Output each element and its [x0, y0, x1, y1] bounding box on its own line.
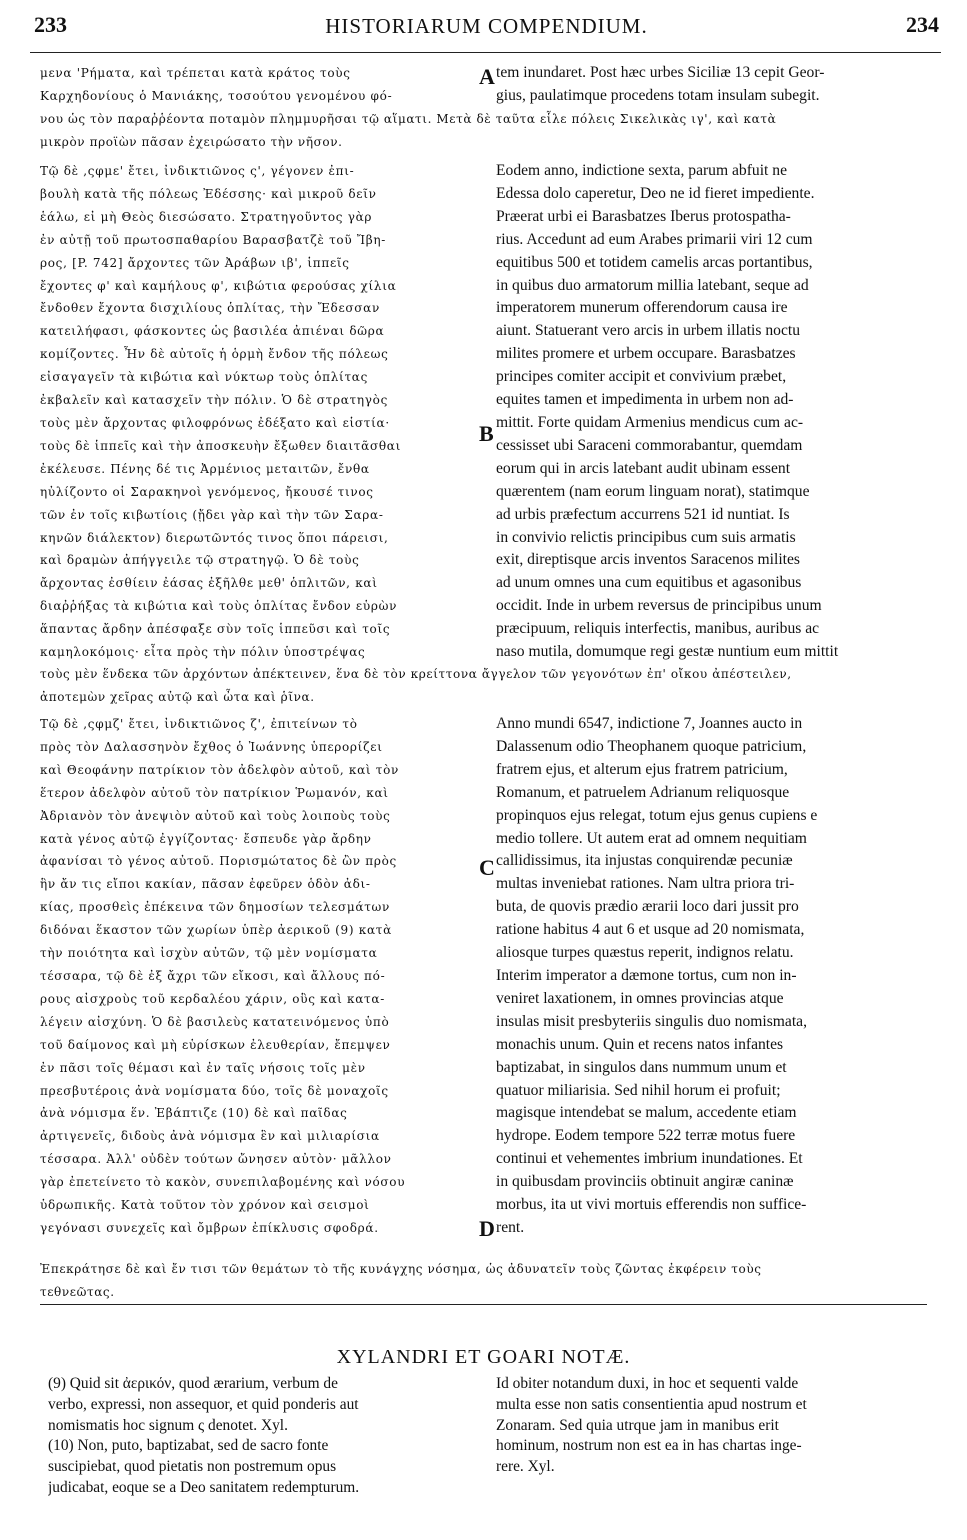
- latin-line: veniret laxationem, in omnes provincias atque: [496, 989, 784, 1007]
- greek-line: κίας, προσθεὶς ἐπέκεινα τῶν δημοσίων τελεσμάτων: [40, 900, 391, 915]
- greek-line: κατειλήφασι, φάσκοντες ὡς βασιλέα ἀπιέναι δῶρα: [40, 324, 385, 339]
- greek-line: τὴν ποιότητα καὶ ἰσχὺν αὐτῶν, τῷ μὲν νομίσματα: [40, 946, 378, 961]
- header-rule: [30, 52, 941, 53]
- greek-line: ὑδρωπικῆς. Κατὰ τοῦτον τὸν χρόνον καὶ σεισμοὶ: [40, 1198, 370, 1213]
- greek-line: τοῦ δαίμονος καὶ μὴ εὑρίσκων ἐλευθερίαν, ἔπεμψεν: [40, 1037, 391, 1052]
- notes-right-column: [496, 1374, 936, 1478]
- greek-line: ἅπαντας ἄρδην ἀπέσφαξε σὺν τοῖς ἱππεῦσι καὶ τοῖς: [40, 622, 391, 637]
- spanning-line: Ἐπεκράτησε δὲ καὶ ἔν τισι τῶν θεμάτων τὸ τῆς κυνάγχης νόσημα, ὡς ἀδυνατεῖν τοὺς ζῶντας ἐκφέρειν τοὺς: [40, 1262, 762, 1276]
- latin-line: equites tamen et impedimenta in urbem non ad-: [496, 391, 794, 409]
- greek-line: Ἀδριανὸν τὸν ἀνεψιὸν αὐτοῦ καὶ τοὺς λοιποὺς τοὺς: [40, 808, 391, 823]
- latin-line: mittit. Forte quidam Armenius mendicus cum ac-: [496, 413, 804, 431]
- latin-line: principes comiter accipit et convivium præbet,: [496, 368, 787, 386]
- greek-line: Καρχηδονίους ὁ Μανιάκης, τοσούτου γενομένου φό-: [40, 88, 393, 103]
- latin-line: Romanum, et patruelem Adrianum reliquosque: [496, 783, 790, 801]
- greek-line: πρὸς τὸν Δαλασσηνὸν ἔχθος ὁ Ἰωάννης ὑπερορίζει: [40, 739, 383, 754]
- note-line: verbo, expressi, non assequor, et quid ponderis aut: [48, 1395, 359, 1413]
- note-line: hominum, nostrum non est ea in has chartas inge-: [496, 1437, 802, 1455]
- latin-line: naso mutila, domumque regi gestæ nuntium eum mittit: [496, 643, 839, 661]
- margin-marker-d: D: [479, 1216, 495, 1241]
- spanning-text-3: [40, 1258, 940, 1304]
- notes-left-column: [48, 1374, 468, 1499]
- greek-line: πρεσβυτέροις ἀνὰ νομίσματα δύο, τοῖς δὲ μοναχοῖς: [40, 1083, 389, 1098]
- latin-line: tem inundaret. Post hæc urbes Siciliæ 13 cepit Geor-: [496, 64, 825, 81]
- latin-line: morbus, ita ut vivi mortuis efferendis non suffice-: [496, 1196, 807, 1214]
- latin-column-section-2: [496, 160, 936, 664]
- greek-line: τῶν ἐν τοῖς κιβωτίοις (ᾔδει γὰρ καὶ τὴν τῶν Σαρα-: [40, 507, 384, 522]
- notes-rule: [40, 1304, 927, 1305]
- greek-line: τοὺς μὲν ἄρχοντας φιλοφρόνως ἐδέξατο καὶ εἱστία·: [40, 415, 390, 430]
- latin-line: occidit. Inde in urbem reversus de principibus unum: [496, 597, 822, 615]
- greek-line: διδόναι ἕκαστον τῶν χωρίων ὑπὲρ ἀερικοῦ (9) κατὰ: [40, 923, 392, 938]
- greek-line: ἕτερον ἀδελφὸν αὐτοῦ τὸν πατρίκιον Ῥωμανόν, καὶ: [40, 785, 389, 800]
- latin-column-top: [496, 62, 936, 108]
- latin-line: continui et vehementes imbrium inundationes. Et: [496, 1150, 803, 1168]
- greek-line: καμηλοκόμοις· εἶτα πρὸς τὴν πόλιν ὑποστρέψας: [40, 645, 366, 660]
- greek-line: ἐκβαλεῖν καὶ κατασχεῖν τὴν πόλιν. Ὁ δὲ στρατηγὸς: [40, 393, 389, 408]
- latin-line: buta, de quovis prædio ærarii loco dari jussit pro: [496, 898, 799, 916]
- margin-marker-a: A: [479, 64, 495, 89]
- note-line: suscipiebat, quod pietatis non postremum opus: [48, 1458, 337, 1476]
- spanning-line: νου ὡς τὸν παραῤῥέοντα ποταμὸν πλημμυρῆσαι τῷ αἵματι. Μετὰ δὲ ταῦτα εἷλε πόλεις Σικελικὰς ιγ', καὶ κατὰ: [40, 112, 777, 126]
- latin-line: aliosque turpes quæstus reperit, indignos relatu.: [496, 944, 794, 962]
- greek-column-section-2: [40, 160, 480, 664]
- note-line: judicabat, eoque se a Deo sanitatem redempturum.: [48, 1478, 360, 1496]
- latin-line: ad urbis præfectum accurrens 521 id nuntiat. Is: [496, 505, 790, 523]
- greek-line: Τῷ δὲ ,ςφμζ' ἔτει, ἰνδικτιῶνος ζ', ἐπιτείνων τὸ: [40, 717, 358, 731]
- note-line: Zonaram. Sed quia utrque jam in manibus erit: [496, 1416, 779, 1434]
- spanning-line: τοὺς μὲν ἕνδεκα τῶν ἀρχόντων ἀπέκτεινεν, ἕνα δὲ τὸν κρείττονα ἄγγελον τῶν γεγονότων ἐπ' οἴκου ἀπέστειλεν,: [40, 667, 792, 681]
- spanning-text-2: [40, 663, 940, 709]
- spanning-text-1: [40, 108, 940, 154]
- latin-line: hydrope. Eodem tempore 522 terræ motus fuere: [496, 1127, 796, 1145]
- greek-line: ἣν ἄν τις εἴποι κακίαν, πᾶσαν ἐφεῦρεν ὁδὸν ἀδι-: [40, 877, 371, 892]
- latin-line: Anno mundi 6547, indictione 7, Joannes aucto in: [496, 715, 803, 732]
- latin-line: ad unum omnes una cum equitibus et agasonibus: [496, 574, 802, 592]
- greek-line: ρος, [P. 742] ἄρχοντες τῶν Ἀράβων ιβ', ἱππεῖς: [40, 255, 350, 270]
- latin-line: eorum qui in arcis latebant audit ubinam essent: [496, 459, 791, 477]
- latin-line: insulas misit presbyteriis singulis duo nomismata,: [496, 1012, 807, 1030]
- note-line: nomismatis hoc signum ς denotet. Xyl.: [48, 1416, 288, 1434]
- notes-title: XYLANDRI ET GOARI NOTÆ.: [336, 1346, 631, 1368]
- latin-line: milites promere et urbem occupare. Barasbatzes: [496, 345, 796, 363]
- margin-marker-c: C: [479, 855, 495, 880]
- greek-line: μενα 'Ρήματα, καὶ τρέπεται κατὰ κράτος τοὺς: [40, 66, 351, 80]
- latin-line: rent.: [496, 1218, 525, 1236]
- latin-line: in quibusdam provinciis obtinuit angiræ caninæ: [496, 1173, 794, 1191]
- greek-line: λέγειν αἰσχύνη. Ὁ δὲ βασιλεὺς κατατεινόμενος ὑπὸ: [40, 1014, 390, 1029]
- latin-line: gius, paulatimque procedens totam insulam subegit.: [496, 86, 820, 104]
- latin-line: callidissimus, ita injustas conquirendæ pecuniæ: [496, 852, 793, 870]
- latin-line: Edessa dolo caperetur, Deo ne id fieret impediente.: [496, 184, 815, 202]
- greek-line: ρους αἰσχροὺς τοῦ κερδαλέου χάριν, οὓς καὶ κατα-: [40, 991, 385, 1006]
- latin-line: quærentem (nam eorum linguam norat), statimque: [496, 482, 810, 500]
- greek-line: τέσσαρα. Ἀλλ' οὐδὲν τούτων ὤνησεν αὐτὸν· μᾶλλον: [40, 1152, 392, 1167]
- latin-line: ratione habitus 4 aut 6 et usque ad 20 nomismata,: [496, 921, 805, 939]
- greek-line: ἄρχοντας ἐσθίειν ἐάσας ἐξῆλθε μεθ' ὁπλιτῶν, καὶ: [40, 576, 378, 591]
- greek-line: τοὺς δὲ ἱππεῖς καὶ τὴν ἀποσκευὴν ἔξωθεν διαιτᾶσθαι: [40, 438, 401, 453]
- page-header: [28, 12, 945, 46]
- greek-line: ἐκέλευσε. Πένης δέ τις Ἀρμένιος μεταιτῶν, ἔνθα: [40, 461, 370, 476]
- latin-line: rius. Accedunt ad eum Arabes primarii viri 12 cum: [496, 230, 813, 248]
- latin-line: multas inveniebat rationes. Nam ultra priora tri-: [496, 875, 795, 893]
- latin-line: Dalassenum odio Theophanem quoque patricium,: [496, 737, 807, 755]
- spanning-line: μικρὸν προϊὼν πᾶσαν ἐχειρώσατο τὴν νῆσον.: [40, 134, 343, 149]
- spanning-line: ἀποτεμὼν χεῖρας αὐτῷ καὶ ὦτα καὶ ῥῖνα.: [40, 689, 315, 704]
- greek-line: ἀρτιγενεῖς, διδοὺς ἀνὰ νόμισμα ἓν καὶ μιλιαρίσια: [40, 1129, 380, 1144]
- greek-line: ἑάλω, εἰ μὴ Θεὸς διεσώσατο. Στρατηγοῦντος γὰρ: [40, 209, 373, 224]
- note-line: (9) Quid sit ἀερικόν, quod ærarium, verbum de: [48, 1375, 338, 1392]
- note-line: (10) Non, puto, baptizabat, sed de sacro fonte: [48, 1437, 329, 1455]
- greek-line: ἔνδοθεν ἔχοντα δισχιλίους ὁπλίτας, τὴν Ἔδεσσαν: [40, 301, 380, 316]
- note-line: multa esse non satis consentientia apud nostrum et: [496, 1395, 807, 1413]
- latin-line: baptizabat, in singulos dans nummum unum et: [496, 1058, 787, 1076]
- greek-line: γὰρ ἐπετείνετο τὸ κακὸν, συνεπιλαβομένης καὶ νόσου: [40, 1175, 406, 1190]
- greek-line: κομίζοντες. Ἦν δὲ αὐτοῖς ἡ ὁρμὴ ἔνδον τῆς πόλεως: [40, 347, 389, 362]
- latin-line: monachis unum. Quin et recens natos infantes: [496, 1035, 784, 1053]
- spanning-line: τεθνεῶτας.: [40, 1284, 115, 1299]
- left-page-number: 233: [34, 12, 67, 37]
- greek-line: κηνῶν διάλεκτον) διερωτῶντός τινος ὅποι πάρεισι,: [40, 530, 389, 545]
- margin-marker-b: B: [479, 421, 494, 446]
- latin-line: propinquos ejus relegat, totum ejus genus cupiens e: [496, 806, 818, 824]
- running-title: HISTORIARUM COMPENDIUM.: [325, 14, 648, 38]
- latin-line: cessisset ubi Saraceni commorabantur, quemdam: [496, 436, 803, 454]
- latin-line: imperatorem munerum offerendorum causa ire: [496, 299, 788, 317]
- latin-line: in convivio relictis principibus cum suis armatis: [496, 528, 796, 546]
- latin-line: exit, direptisque arcis inventos Saracenos milites: [496, 551, 801, 569]
- latin-line: Præerat urbi ei Barasbatzes Iberus protospatha-: [496, 207, 791, 225]
- greek-column-top: [40, 62, 475, 108]
- greek-line: γεγόνασι συνεχεῖς καὶ ὄμβρων ἐπίκλυσις σφοδρά.: [40, 1220, 379, 1235]
- note-line: rere. Xyl.: [496, 1458, 555, 1476]
- latin-line: medio tollere. Ut autem erat ad omnem nequitiam: [496, 829, 807, 847]
- greek-column-section-3: [40, 713, 480, 1240]
- latin-line: magisque intendebat se malum, accedente etiam: [496, 1104, 797, 1122]
- greek-line: ἔχοντες φ' καὶ καμήλους φ', κιβώτια φερούσας χίλια: [40, 278, 397, 293]
- greek-line: ἀνὰ νόμισμα ἕν. Ἐβάπτιζε (10) δὲ καὶ παῖδας: [40, 1106, 348, 1121]
- greek-line: ἐν πᾶσι τοῖς θέμασι καὶ ἐν ταῖς νήσοις τοῖς μὲν: [40, 1060, 366, 1075]
- greek-line: διαῤῥήξας τὰ κιβώτια καὶ τοὺς ὁπλίτας ἔνδον εὑρὼν: [40, 599, 398, 614]
- greek-line: ηὐλίζοντο οἱ Σαρακηνοὶ γενόμενος, ἤκουσέ τινος: [40, 484, 374, 499]
- latin-line: equitibus 500 et totidem camelis arcas portantibus,: [496, 253, 813, 271]
- latin-column-section-3: [496, 713, 936, 1240]
- greek-line: κατὰ γένος αὐτῷ ἐγγίζοντας· ἔσπευδε γὰρ ἄρδην: [40, 831, 372, 846]
- greek-line: Τῷ δὲ ,ςφμε' ἔτει, ἰνδικτιῶνος ς', γέγονεν ἐπι-: [40, 164, 355, 178]
- greek-line: ἐν αὐτῇ τοῦ πρωτοσπαθαρίου Βαρασβατζὲ τοῦ Ἴβη-: [40, 232, 386, 247]
- note-line: Id obiter notandum duxi, in hoc et sequenti valde: [496, 1375, 799, 1392]
- greek-line: τέσσαρα, τῷ δὲ ἐξ ἄχρι τῶν εἴκοσι, καὶ ἄλλους πό-: [40, 968, 386, 983]
- latin-line: aiunt. Statuerant vero arcis in urbem illatis noctu: [496, 322, 800, 340]
- greek-line: καὶ δραμὼν ἀπήγγειλε τῷ στρατηγῷ. Ὁ δὲ τοὺς: [40, 553, 360, 568]
- greek-line: βουλὴ κατὰ τῆς πόλεως Ἐδέσσης· καὶ μικροῦ δεῖν: [40, 186, 377, 201]
- latin-line: Eodem anno, indictione sexta, parum abfuit ne: [496, 162, 787, 179]
- greek-line: καὶ Θεοφάνην πατρίκιον τὸν ἀδελφὸν αὐτοῦ, καὶ τὸν: [40, 762, 400, 777]
- latin-line: fratrem ejus, et alterum ejus fratrem patricium,: [496, 760, 788, 778]
- greek-line: ἀφανίσαι τὸ γένος αὐτοῦ. Πορισμώτατος δὲ ὢν πρὸς: [40, 854, 397, 869]
- greek-line: εἰσαγαγεῖν τὰ κιβώτια καὶ νύκτωρ τοὺς ὁπλίτας: [40, 370, 369, 385]
- right-page-number: 234: [906, 12, 939, 37]
- latin-line: Interim imperator a dæmone tortus, cum non in-: [496, 966, 797, 984]
- latin-line: in quibus duo armatorum millia latebant, seque ad: [496, 276, 809, 294]
- latin-line: præcipuum, reliquis interfectis, manibus, auribus ac: [496, 620, 820, 638]
- latin-line: quatuor miliarisia. Sed nihil horum ei profuit;: [496, 1081, 781, 1099]
